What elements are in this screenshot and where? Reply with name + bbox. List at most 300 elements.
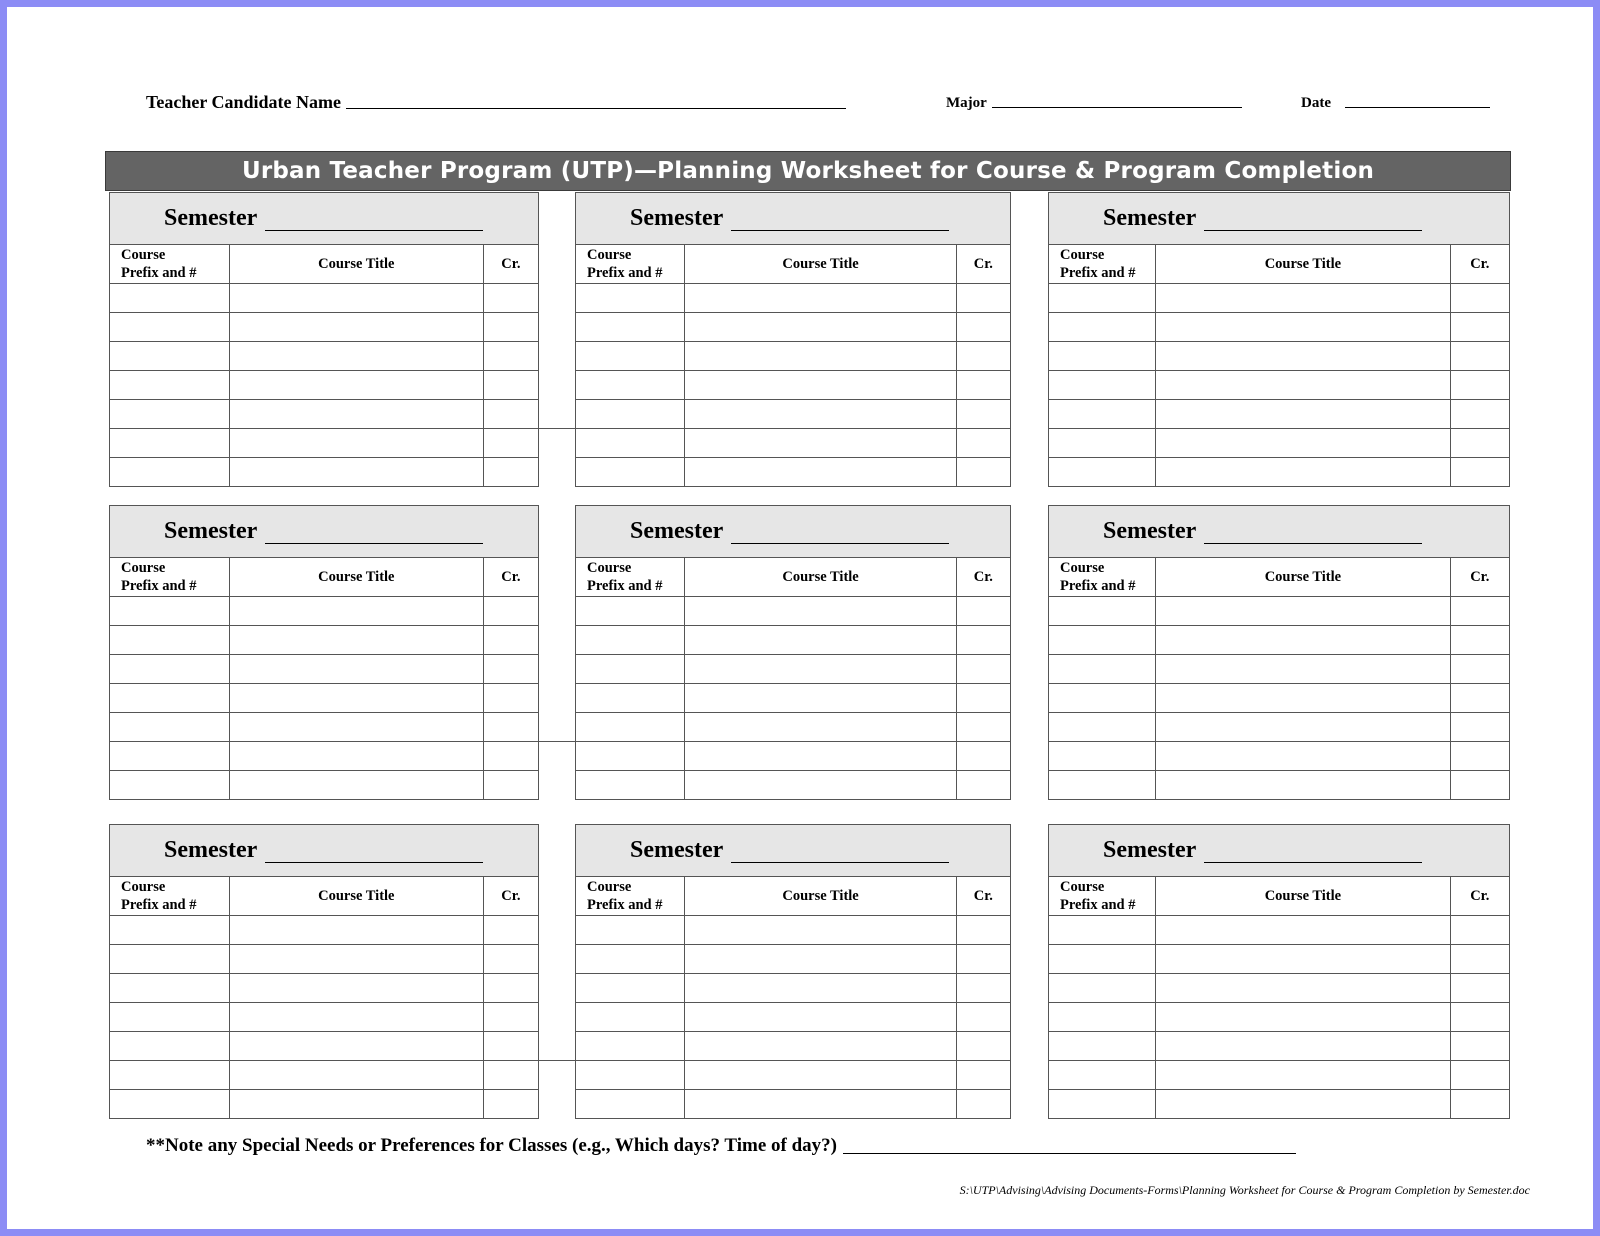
course-prefix-cell[interactable] [576, 1003, 685, 1032]
course-row [1049, 1061, 1509, 1090]
credits-cell[interactable] [956, 313, 1010, 342]
course-title-cell[interactable] [1156, 400, 1450, 429]
course-title-header: Course Title [685, 558, 956, 597]
semester-name-line[interactable] [1204, 229, 1422, 231]
course-prefix-cell[interactable] [1049, 742, 1156, 771]
course-prefix-cell[interactable] [110, 429, 229, 458]
semester-label: Semester [630, 205, 724, 231]
course-row [576, 429, 1010, 458]
course-prefix-cell[interactable] [576, 1061, 685, 1090]
date-field[interactable] [1301, 95, 1490, 112]
course-prefix-cell[interactable] [110, 342, 229, 371]
course-title-cell[interactable] [229, 458, 483, 487]
course-title-cell[interactable] [1156, 713, 1450, 742]
course-prefix-cell[interactable] [110, 974, 229, 1003]
course-title-cell[interactable] [229, 742, 483, 771]
credits-cell[interactable] [1450, 313, 1509, 342]
candidate-name-field[interactable] [146, 92, 846, 113]
course-title-cell[interactable] [1156, 916, 1450, 945]
course-title-cell[interactable] [685, 1032, 956, 1061]
course-prefix-cell[interactable] [110, 284, 229, 313]
special-needs-note[interactable] [146, 1135, 1296, 1157]
semester-header [576, 193, 1010, 245]
course-prefix-cell[interactable] [1049, 771, 1156, 800]
course-row [110, 742, 538, 771]
credits-cell[interactable] [956, 771, 1010, 800]
course-row [1049, 1032, 1509, 1061]
course-row [110, 597, 538, 626]
course-prefix-header-line1: Course [587, 247, 632, 263]
course-prefix-cell[interactable] [576, 429, 685, 458]
course-row [110, 684, 538, 713]
course-table-header-row [576, 877, 1010, 916]
course-prefix-cell[interactable] [110, 655, 229, 684]
credits-cell[interactable] [483, 429, 538, 458]
course-title-cell[interactable] [685, 597, 956, 626]
course-row [110, 626, 538, 655]
course-row [1049, 974, 1509, 1003]
semester-name-line[interactable] [1204, 861, 1422, 863]
credits-cell[interactable] [956, 626, 1010, 655]
credits-cell[interactable] [956, 400, 1010, 429]
course-row [576, 1061, 1010, 1090]
course-prefix-cell[interactable] [1049, 284, 1156, 313]
course-prefix-header [576, 877, 685, 916]
credits-header: Cr. [483, 245, 538, 284]
course-title-cell[interactable] [685, 313, 956, 342]
semester-block [1048, 824, 1510, 1119]
course-title-cell[interactable] [1156, 313, 1450, 342]
course-title-cell[interactable] [229, 1032, 483, 1061]
course-prefix-cell[interactable] [110, 458, 229, 487]
semester-label: Semester [164, 518, 258, 544]
course-row [1049, 742, 1509, 771]
course-title-cell[interactable] [685, 342, 956, 371]
credits-cell[interactable] [956, 429, 1010, 458]
major-field[interactable] [946, 95, 1242, 112]
major-line[interactable] [992, 106, 1242, 108]
credits-cell[interactable] [956, 655, 1010, 684]
course-prefix-cell[interactable] [576, 1090, 685, 1119]
course-title-cell[interactable] [1156, 684, 1450, 713]
credits-cell[interactable] [956, 916, 1010, 945]
course-prefix-header-line2: Prefix and # [587, 265, 663, 281]
course-title-cell[interactable] [229, 1003, 483, 1032]
course-prefix-cell[interactable] [1049, 1003, 1156, 1032]
course-prefix-cell[interactable] [576, 713, 685, 742]
course-title-cell[interactable] [229, 284, 483, 313]
course-title-cell[interactable] [1156, 1061, 1450, 1090]
semester-header [576, 825, 1010, 877]
course-prefix-cell[interactable] [110, 945, 229, 974]
course-table-header-row [1049, 558, 1509, 597]
course-title-cell[interactable] [1156, 1090, 1450, 1119]
course-prefix-header [576, 245, 685, 284]
course-prefix-cell[interactable] [576, 916, 685, 945]
credits-cell[interactable] [483, 371, 538, 400]
credits-cell[interactable] [483, 1003, 538, 1032]
credits-cell[interactable] [483, 771, 538, 800]
course-prefix-cell[interactable] [1049, 400, 1156, 429]
credits-cell[interactable] [1450, 284, 1509, 313]
course-title-cell[interactable] [229, 974, 483, 1003]
course-title-cell[interactable] [1156, 945, 1450, 974]
course-title-cell[interactable] [1156, 597, 1450, 626]
course-prefix-cell[interactable] [576, 400, 685, 429]
course-prefix-cell[interactable] [110, 1032, 229, 1061]
course-prefix-cell[interactable] [1049, 597, 1156, 626]
course-prefix-cell[interactable] [1049, 371, 1156, 400]
course-row [1049, 655, 1509, 684]
course-title-cell[interactable] [229, 313, 483, 342]
credits-header: Cr. [1450, 877, 1509, 916]
course-prefix-cell[interactable] [110, 916, 229, 945]
semester-block [575, 192, 1011, 487]
credits-cell[interactable] [956, 284, 1010, 313]
credits-cell[interactable] [483, 1090, 538, 1119]
credits-cell[interactable] [1450, 974, 1509, 1003]
credits-cell[interactable] [483, 458, 538, 487]
credits-cell[interactable] [483, 945, 538, 974]
semester-block [1048, 505, 1510, 800]
course-prefix-header [576, 558, 685, 597]
course-title-cell[interactable] [685, 1090, 956, 1119]
candidate-name-label: Teacher Candidate Name [146, 92, 341, 112]
file-path-footer: S:\UTP\Advising\Advising Documents-Forms\Planning Worksheet for Course & Program Completion by Semester.doc [959, 1183, 1530, 1197]
course-row [110, 655, 538, 684]
course-table [110, 558, 538, 799]
credits-cell[interactable] [483, 742, 538, 771]
credits-cell[interactable] [1450, 655, 1509, 684]
worksheet-title-banner: Urban Teacher Program (UTP)—Planning Worksheet for Course & Program Completion [105, 151, 1511, 191]
semester-block [109, 505, 539, 800]
semester-name-line[interactable] [731, 229, 949, 231]
course-title-cell[interactable] [685, 400, 956, 429]
course-prefix-cell[interactable] [110, 371, 229, 400]
course-row [110, 771, 538, 800]
credits-cell[interactable] [956, 1061, 1010, 1090]
course-title-header: Course Title [229, 558, 483, 597]
course-title-cell[interactable] [685, 916, 956, 945]
course-title-cell[interactable] [229, 916, 483, 945]
course-title-cell[interactable] [229, 684, 483, 713]
credits-cell[interactable] [483, 684, 538, 713]
course-prefix-header-line1: Course [121, 879, 166, 895]
course-prefix-cell[interactable] [576, 771, 685, 800]
semester-name-line[interactable] [265, 229, 483, 231]
credits-cell[interactable] [1450, 458, 1509, 487]
course-prefix-cell[interactable] [1049, 655, 1156, 684]
semester-label: Semester [1103, 518, 1197, 544]
course-title-cell[interactable] [1156, 626, 1450, 655]
course-prefix-cell[interactable] [110, 771, 229, 800]
course-prefix-cell[interactable] [576, 684, 685, 713]
course-title-header: Course Title [1156, 558, 1450, 597]
course-prefix-cell[interactable] [110, 1003, 229, 1032]
course-prefix-cell[interactable] [576, 313, 685, 342]
course-title-cell[interactable] [1156, 458, 1450, 487]
course-prefix-cell[interactable] [110, 400, 229, 429]
credits-cell[interactable] [483, 597, 538, 626]
course-table-header-row [110, 558, 538, 597]
semester-label: Semester [1103, 837, 1197, 863]
course-prefix-cell[interactable] [110, 742, 229, 771]
credits-cell[interactable] [483, 284, 538, 313]
course-prefix-cell[interactable] [1049, 342, 1156, 371]
course-title-cell[interactable] [229, 429, 483, 458]
course-prefix-cell[interactable] [1049, 684, 1156, 713]
credits-cell[interactable] [956, 713, 1010, 742]
course-table-header-row [110, 877, 538, 916]
course-title-cell[interactable] [1156, 742, 1450, 771]
course-row [576, 655, 1010, 684]
course-row [110, 342, 538, 371]
credits-cell[interactable] [956, 945, 1010, 974]
course-title-cell[interactable] [685, 974, 956, 1003]
course-title-cell[interactable] [685, 458, 956, 487]
course-prefix-cell[interactable] [1049, 1090, 1156, 1119]
course-title-cell[interactable] [1156, 1032, 1450, 1061]
credits-cell[interactable] [956, 371, 1010, 400]
credits-cell[interactable] [956, 1090, 1010, 1119]
course-title-cell[interactable] [685, 1003, 956, 1032]
course-row [576, 458, 1010, 487]
course-title-cell[interactable] [685, 371, 956, 400]
credits-cell[interactable] [956, 597, 1010, 626]
credits-cell[interactable] [1450, 916, 1509, 945]
course-prefix-cell[interactable] [576, 597, 685, 626]
course-prefix-cell[interactable] [576, 371, 685, 400]
credits-cell[interactable] [1450, 1032, 1509, 1061]
course-prefix-cell[interactable] [576, 974, 685, 1003]
course-row [110, 429, 538, 458]
course-prefix-cell[interactable] [110, 1090, 229, 1119]
semester-label: Semester [630, 837, 724, 863]
course-title-cell[interactable] [1156, 974, 1450, 1003]
credits-header: Cr. [483, 558, 538, 597]
course-row [576, 626, 1010, 655]
credits-cell[interactable] [1450, 713, 1509, 742]
course-row [110, 284, 538, 313]
block-connector-line [539, 1060, 575, 1061]
course-table-header-row [576, 558, 1010, 597]
candidate-name-line[interactable] [346, 107, 846, 109]
course-title-cell[interactable] [685, 655, 956, 684]
course-title-cell[interactable] [229, 342, 483, 371]
course-row [576, 284, 1010, 313]
course-row [1049, 284, 1509, 313]
course-title-cell[interactable] [229, 655, 483, 684]
course-title-cell[interactable] [1156, 284, 1450, 313]
course-row [576, 342, 1010, 371]
credits-cell[interactable] [956, 974, 1010, 1003]
course-prefix-cell[interactable] [1049, 1061, 1156, 1090]
course-prefix-cell[interactable] [1049, 458, 1156, 487]
course-table [576, 877, 1010, 1118]
course-prefix-cell[interactable] [1049, 626, 1156, 655]
credits-cell[interactable] [1450, 1090, 1509, 1119]
course-title-cell[interactable] [229, 1061, 483, 1090]
course-prefix-cell[interactable] [110, 626, 229, 655]
course-table-header-row [576, 245, 1010, 284]
course-row [576, 742, 1010, 771]
credits-cell[interactable] [1450, 771, 1509, 800]
course-prefix-header-line2: Prefix and # [121, 578, 197, 594]
course-prefix-cell[interactable] [110, 597, 229, 626]
credits-cell[interactable] [483, 342, 538, 371]
course-title-cell[interactable] [229, 713, 483, 742]
semester-block [1048, 192, 1510, 487]
credits-cell[interactable] [956, 1003, 1010, 1032]
course-prefix-cell[interactable] [110, 313, 229, 342]
credits-cell[interactable] [483, 400, 538, 429]
course-title-cell[interactable] [229, 1090, 483, 1119]
credits-cell[interactable] [956, 342, 1010, 371]
credits-cell[interactable] [483, 313, 538, 342]
course-title-cell[interactable] [1156, 342, 1450, 371]
credits-cell[interactable] [1450, 1061, 1509, 1090]
date-line[interactable] [1345, 106, 1490, 108]
course-row [1049, 313, 1509, 342]
course-prefix-cell[interactable] [1049, 713, 1156, 742]
course-title-cell[interactable] [229, 597, 483, 626]
course-row [110, 400, 538, 429]
credits-cell[interactable] [483, 655, 538, 684]
credits-cell[interactable] [483, 1032, 538, 1061]
credits-cell[interactable] [956, 458, 1010, 487]
course-prefix-header [110, 245, 229, 284]
course-row [1049, 429, 1509, 458]
semester-header [1049, 506, 1509, 558]
course-title-cell[interactable] [685, 429, 956, 458]
course-title-cell[interactable] [1156, 371, 1450, 400]
course-row [576, 713, 1010, 742]
course-prefix-cell[interactable] [1049, 1032, 1156, 1061]
course-title-cell[interactable] [1156, 771, 1450, 800]
course-title-header: Course Title [1156, 877, 1450, 916]
credits-cell[interactable] [483, 974, 538, 1003]
credits-cell[interactable] [1450, 684, 1509, 713]
course-prefix-header-line1: Course [1060, 879, 1105, 895]
course-prefix-cell[interactable] [576, 1032, 685, 1061]
course-title-cell[interactable] [229, 626, 483, 655]
course-prefix-cell[interactable] [576, 284, 685, 313]
course-title-cell[interactable] [685, 626, 956, 655]
course-title-cell[interactable] [229, 400, 483, 429]
credits-cell[interactable] [1450, 429, 1509, 458]
credits-cell[interactable] [1450, 1003, 1509, 1032]
course-prefix-cell[interactable] [576, 342, 685, 371]
course-row [1049, 1090, 1509, 1119]
course-prefix-cell[interactable] [576, 945, 685, 974]
semester-name-line[interactable] [731, 542, 949, 544]
semester-header [110, 825, 538, 877]
course-table [1049, 558, 1509, 799]
course-row [576, 1090, 1010, 1119]
course-prefix-header [110, 558, 229, 597]
course-title-cell[interactable] [1156, 1003, 1450, 1032]
course-title-cell[interactable] [685, 742, 956, 771]
course-prefix-cell[interactable] [110, 684, 229, 713]
credits-cell[interactable] [956, 742, 1010, 771]
course-title-cell[interactable] [1156, 655, 1450, 684]
course-row [110, 313, 538, 342]
course-title-cell[interactable] [685, 684, 956, 713]
course-prefix-header-line2: Prefix and # [121, 897, 197, 913]
course-title-cell[interactable] [685, 945, 956, 974]
course-prefix-header [1049, 877, 1156, 916]
course-prefix-cell[interactable] [1049, 945, 1156, 974]
credits-header: Cr. [956, 558, 1010, 597]
credits-cell[interactable] [1450, 742, 1509, 771]
course-row [576, 1003, 1010, 1032]
course-row [1049, 916, 1509, 945]
course-title-cell[interactable] [685, 713, 956, 742]
course-title-cell[interactable] [685, 1061, 956, 1090]
credits-cell[interactable] [1450, 371, 1509, 400]
course-title-cell[interactable] [685, 771, 956, 800]
credits-cell[interactable] [483, 1061, 538, 1090]
course-prefix-cell[interactable] [110, 1061, 229, 1090]
credits-cell[interactable] [1450, 945, 1509, 974]
credits-cell[interactable] [956, 1032, 1010, 1061]
course-prefix-cell[interactable] [1049, 429, 1156, 458]
semester-name-line[interactable] [731, 861, 949, 863]
course-row [1049, 684, 1509, 713]
course-prefix-cell[interactable] [1049, 916, 1156, 945]
course-title-cell[interactable] [229, 771, 483, 800]
credits-cell[interactable] [1450, 342, 1509, 371]
course-prefix-cell[interactable] [110, 713, 229, 742]
course-prefix-cell[interactable] [576, 655, 685, 684]
semester-block [109, 192, 539, 487]
credits-cell[interactable] [483, 626, 538, 655]
semester-name-line[interactable] [1204, 542, 1422, 544]
course-prefix-cell[interactable] [576, 742, 685, 771]
semester-name-line[interactable] [265, 861, 483, 863]
course-row [576, 945, 1010, 974]
credits-cell[interactable] [1450, 626, 1509, 655]
credits-cell[interactable] [956, 684, 1010, 713]
course-row [576, 974, 1010, 1003]
course-row [110, 458, 538, 487]
course-row [576, 597, 1010, 626]
course-title-cell[interactable] [1156, 429, 1450, 458]
course-title-header: Course Title [1156, 245, 1450, 284]
credits-cell[interactable] [483, 713, 538, 742]
credits-cell[interactable] [1450, 400, 1509, 429]
course-prefix-cell[interactable] [576, 626, 685, 655]
course-title-cell[interactable] [229, 371, 483, 400]
course-title-cell[interactable] [685, 284, 956, 313]
course-row [110, 974, 538, 1003]
course-prefix-cell[interactable] [576, 458, 685, 487]
credits-cell[interactable] [1450, 597, 1509, 626]
semester-header [1049, 193, 1509, 245]
course-table [110, 245, 538, 486]
course-prefix-header-line1: Course [1060, 560, 1105, 576]
semester-header [110, 193, 538, 245]
special-needs-line[interactable] [843, 1153, 1296, 1154]
credits-cell[interactable] [483, 916, 538, 945]
course-row [1049, 626, 1509, 655]
credits-header: Cr. [1450, 558, 1509, 597]
course-prefix-cell[interactable] [1049, 313, 1156, 342]
course-prefix-header-line2: Prefix and # [1060, 578, 1136, 594]
course-prefix-cell[interactable] [1049, 974, 1156, 1003]
course-title-cell[interactable] [229, 945, 483, 974]
semester-name-line[interactable] [265, 542, 483, 544]
